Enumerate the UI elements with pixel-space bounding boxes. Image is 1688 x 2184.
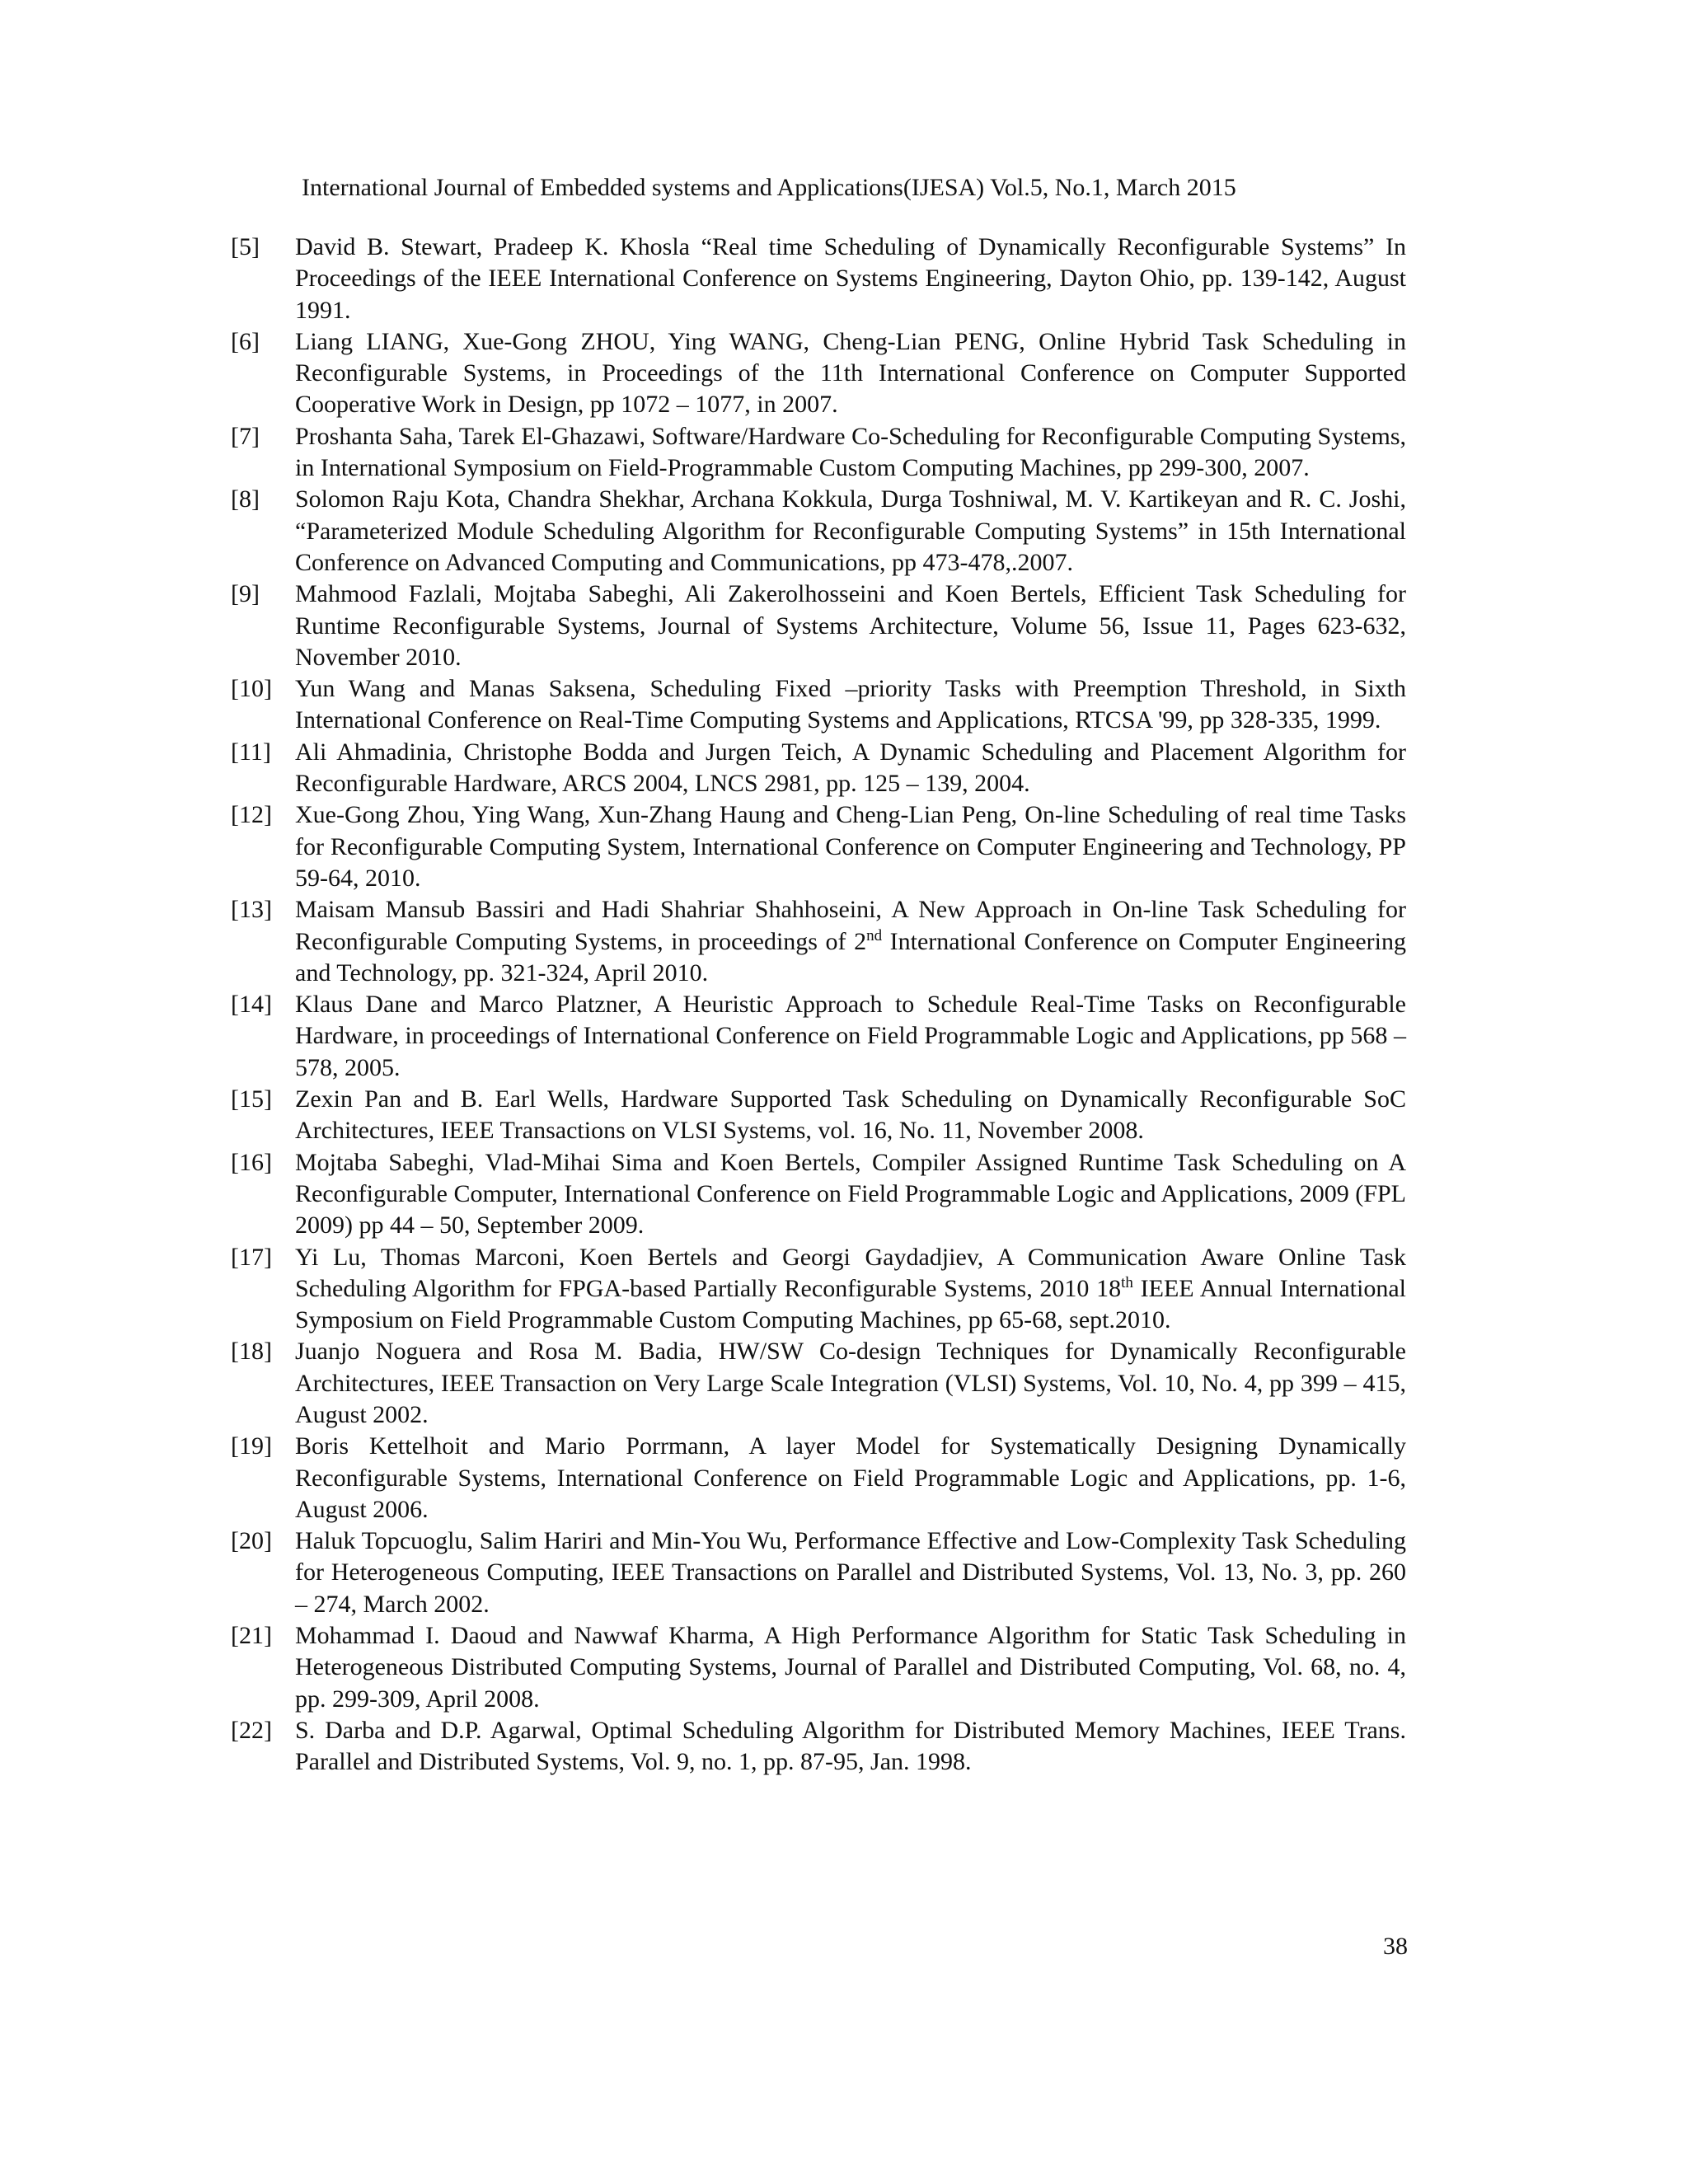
reference-text-end: International Conference on Computer Engineering and Technology, pp. 321-324, April 2010.: [295, 927, 1406, 987]
reference-label: [11]: [231, 738, 271, 766]
reference-item: [231, 673, 1406, 737]
reference-label: [21]: [231, 1622, 272, 1650]
reference-item: [231, 1620, 1406, 1715]
reference-label: [15]: [231, 1085, 272, 1113]
reference-list: [231, 232, 1406, 1779]
reference-text: David B. Stewart, Pradeep K. Khosla “Real time Scheduling of Dynamically Reconfigurable Systems” In Proceedings of the IEEE International Conference on Systems Engineering, Dayton Ohio, pp. 139-142, August 1991.: [295, 233, 1406, 324]
reference-label: [14]: [231, 991, 272, 1019]
reference-text: Boris Kettelhoit and Mario Porrmann, A layer Model for Systematically Designing Dynamically Reconfigurable Systems, International Conference on Field Programmable Logic and Applications, pp. 1-6, August 2006.: [295, 1432, 1406, 1523]
reference-item: [231, 894, 1406, 989]
reference-text: Solomon Raju Kota, Chandra Shekhar, Archana Kokkula, Durga Toshniwal, M. V. Kartikeyan and R. C. Joshi, “Parameterized Module Scheduling Algorithm for Reconfigurable Computing Systems” in 15th International Conference on Advanced Computing and Communications, pp 473-478,.2007.: [295, 485, 1406, 576]
reference-text: Klaus Dane and Marco Platzner, A Heuristic Approach to Schedule Real-Time Tasks on Reconfigurable Hardware, in proceedings of International Conference on Field Programmable Logic and Applications, pp 568 – 578, 2005.: [295, 991, 1406, 1081]
reference-label: [16]: [231, 1148, 272, 1176]
reference-item: [231, 1084, 1406, 1147]
reference-text: Ali Ahmadinia, Christophe Bodda and Jurgen Teich, A Dynamic Scheduling and Placement Algorithm for Reconfigurable Hardware, ARCS 2004, LNCS 2981, pp. 125 – 139, 2004.: [295, 738, 1406, 798]
reference-item: [231, 1715, 1406, 1779]
reference-text-end: IEEE Annual International Symposium on Field Programmable Custom Computing Machines, pp 65-68, sept.2010.: [295, 1274, 1406, 1334]
reference-item: [231, 737, 1406, 800]
reference-item: [231, 484, 1406, 579]
reference-text: Zexin Pan and B. Earl Wells, Hardware Supported Task Scheduling on Dynamically Reconfigurable SoC Architectures, IEEE Transactions on VLSI Systems, vol. 16, No. 11, November 2008.: [295, 1085, 1406, 1145]
page-number: 38: [1383, 1933, 1408, 1960]
reference-text: Proshanta Saha, Tarek El-Ghazawi, Software/Hardware Co-Scheduling for Reconfigurable Computing Systems, in International Symposium on Field-Programmable Custom Computing Machines, pp 299-300, 2007.: [295, 422, 1406, 482]
reference-label: [6]: [231, 327, 260, 355]
reference-item: [231, 1431, 1406, 1526]
reference-label: [22]: [231, 1716, 272, 1744]
reference-item: [231, 579, 1406, 673]
reference-item: [231, 421, 1406, 485]
reference-item: [231, 1242, 1406, 1337]
reference-text: [295, 1242, 1406, 1337]
reference-item: [231, 989, 1406, 1084]
reference-label: [20]: [231, 1527, 272, 1555]
reference-label: [8]: [231, 485, 260, 513]
reference-text: Yun Wang and Manas Saksena, Scheduling Fixed –priority Tasks with Preemption Threshold, in Sixth International Conference on Real-Time Computing Systems and Applications, RTCSA '99, pp 328-335, 1999.: [295, 675, 1406, 734]
reference-item: [231, 1147, 1406, 1242]
reference-text: Mojtaba Sabeghi, Vlad-Mihai Sima and Koen Bertels, Compiler Assigned Runtime Task Scheduling on A Reconfigurable Computer, International Conference on Field Programmable Logic and Applications, 2009 (FPL 2009) pp 44 – 50, September 2009.: [295, 1148, 1406, 1240]
reference-label: [19]: [231, 1432, 272, 1460]
running-header: International Journal of Embedded systems and Applications(IJESA) Vol.5, No.1, March 2015: [302, 174, 1236, 201]
reference-label: [7]: [231, 422, 260, 450]
reference-text: Haluk Topcuoglu, Salim Hariri and Min-You Wu, Performance Effective and Low-Complexity Task Scheduling for Heterogeneous Computing, IEEE Transactions on Parallel and Distributed Systems, Vol. 13, No. 3, pp. 260 – 274, March 2002.: [295, 1527, 1406, 1618]
reference-item: [231, 326, 1406, 421]
reference-label: [12]: [231, 801, 272, 829]
reference-item: [231, 799, 1406, 894]
reference-text-start: Maisam Mansub Bassiri and Hadi Shahriar Shahhoseini, A New Approach in On-line Task Scheduling for Reconfigurable Computing Systems, in proceedings of 2: [295, 896, 1406, 955]
ordinal-superscript: nd: [866, 926, 883, 944]
reference-text: Xue-Gong Zhou, Ying Wang, Xun-Zhang Haung and Cheng-Lian Peng, On-line Scheduling of real time Tasks for Reconfigurable Computing System, International Conference on Computer Engineering and Technology, PP 59-64, 2010.: [295, 801, 1406, 892]
reference-item: [231, 1336, 1406, 1431]
reference-text: Juanjo Noguera and Rosa M. Badia, HW/SW Co-design Techniques for Dynamically Reconfigurable Architectures, IEEE Transaction on Very Large Scale Integration (VLSI) Systems, Vol. 10, No. 4, pp 399 – 415, August 2002.: [295, 1338, 1406, 1428]
reference-text: Liang LIANG, Xue-Gong ZHOU, Ying WANG, Cheng-Lian PENG, Online Hybrid Task Scheduling in Reconfigurable Systems, in Proceedings of the 11th International Conference on Computer Supported Cooperative Work in Design, pp 1072 – 1077, in 2007.: [295, 327, 1406, 419]
reference-label: [10]: [231, 675, 272, 703]
reference-label: [17]: [231, 1243, 272, 1271]
reference-item: [231, 232, 1406, 326]
reference-text: Mahmood Fazlali, Mojtaba Sabeghi, Ali Zakerolhosseini and Koen Bertels, Efficient Task Scheduling for Runtime Reconfigurable Systems, Journal of Systems Architecture, Volume 56, Issue 11, Pages 623-632, November 2010.: [295, 580, 1406, 671]
reference-label: [5]: [231, 233, 260, 260]
reference-text: Mohammad I. Daoud and Nawwaf Kharma, A High Performance Algorithm for Static Task Scheduling in Heterogeneous Distributed Computing Systems, Journal of Parallel and Distributed Computing, Vol. 68, no. 4, pp. 299-309, April 2008.: [295, 1622, 1406, 1713]
reference-item: [231, 1526, 1406, 1620]
reference-text: [295, 894, 1406, 989]
reference-label: [18]: [231, 1338, 272, 1366]
reference-text-start: Yi Lu, Thomas Marconi, Koen Bertels and Georgi Gaydadjiev, A Communication Aware Online Task Scheduling Algorithm for FPGA-based Partially Reconfigurable Systems, 2010 18: [295, 1243, 1406, 1302]
ordinal-superscript: th: [1121, 1273, 1133, 1291]
reference-label: [9]: [231, 580, 260, 608]
reference-text: S. Darba and D.P. Agarwal, Optimal Scheduling Algorithm for Distributed Memory Machines, IEEE Trans. Parallel and Distributed Systems, Vol. 9, no. 1, pp. 87-95, Jan. 1998.: [295, 1716, 1406, 1776]
reference-label: [13]: [231, 896, 272, 924]
